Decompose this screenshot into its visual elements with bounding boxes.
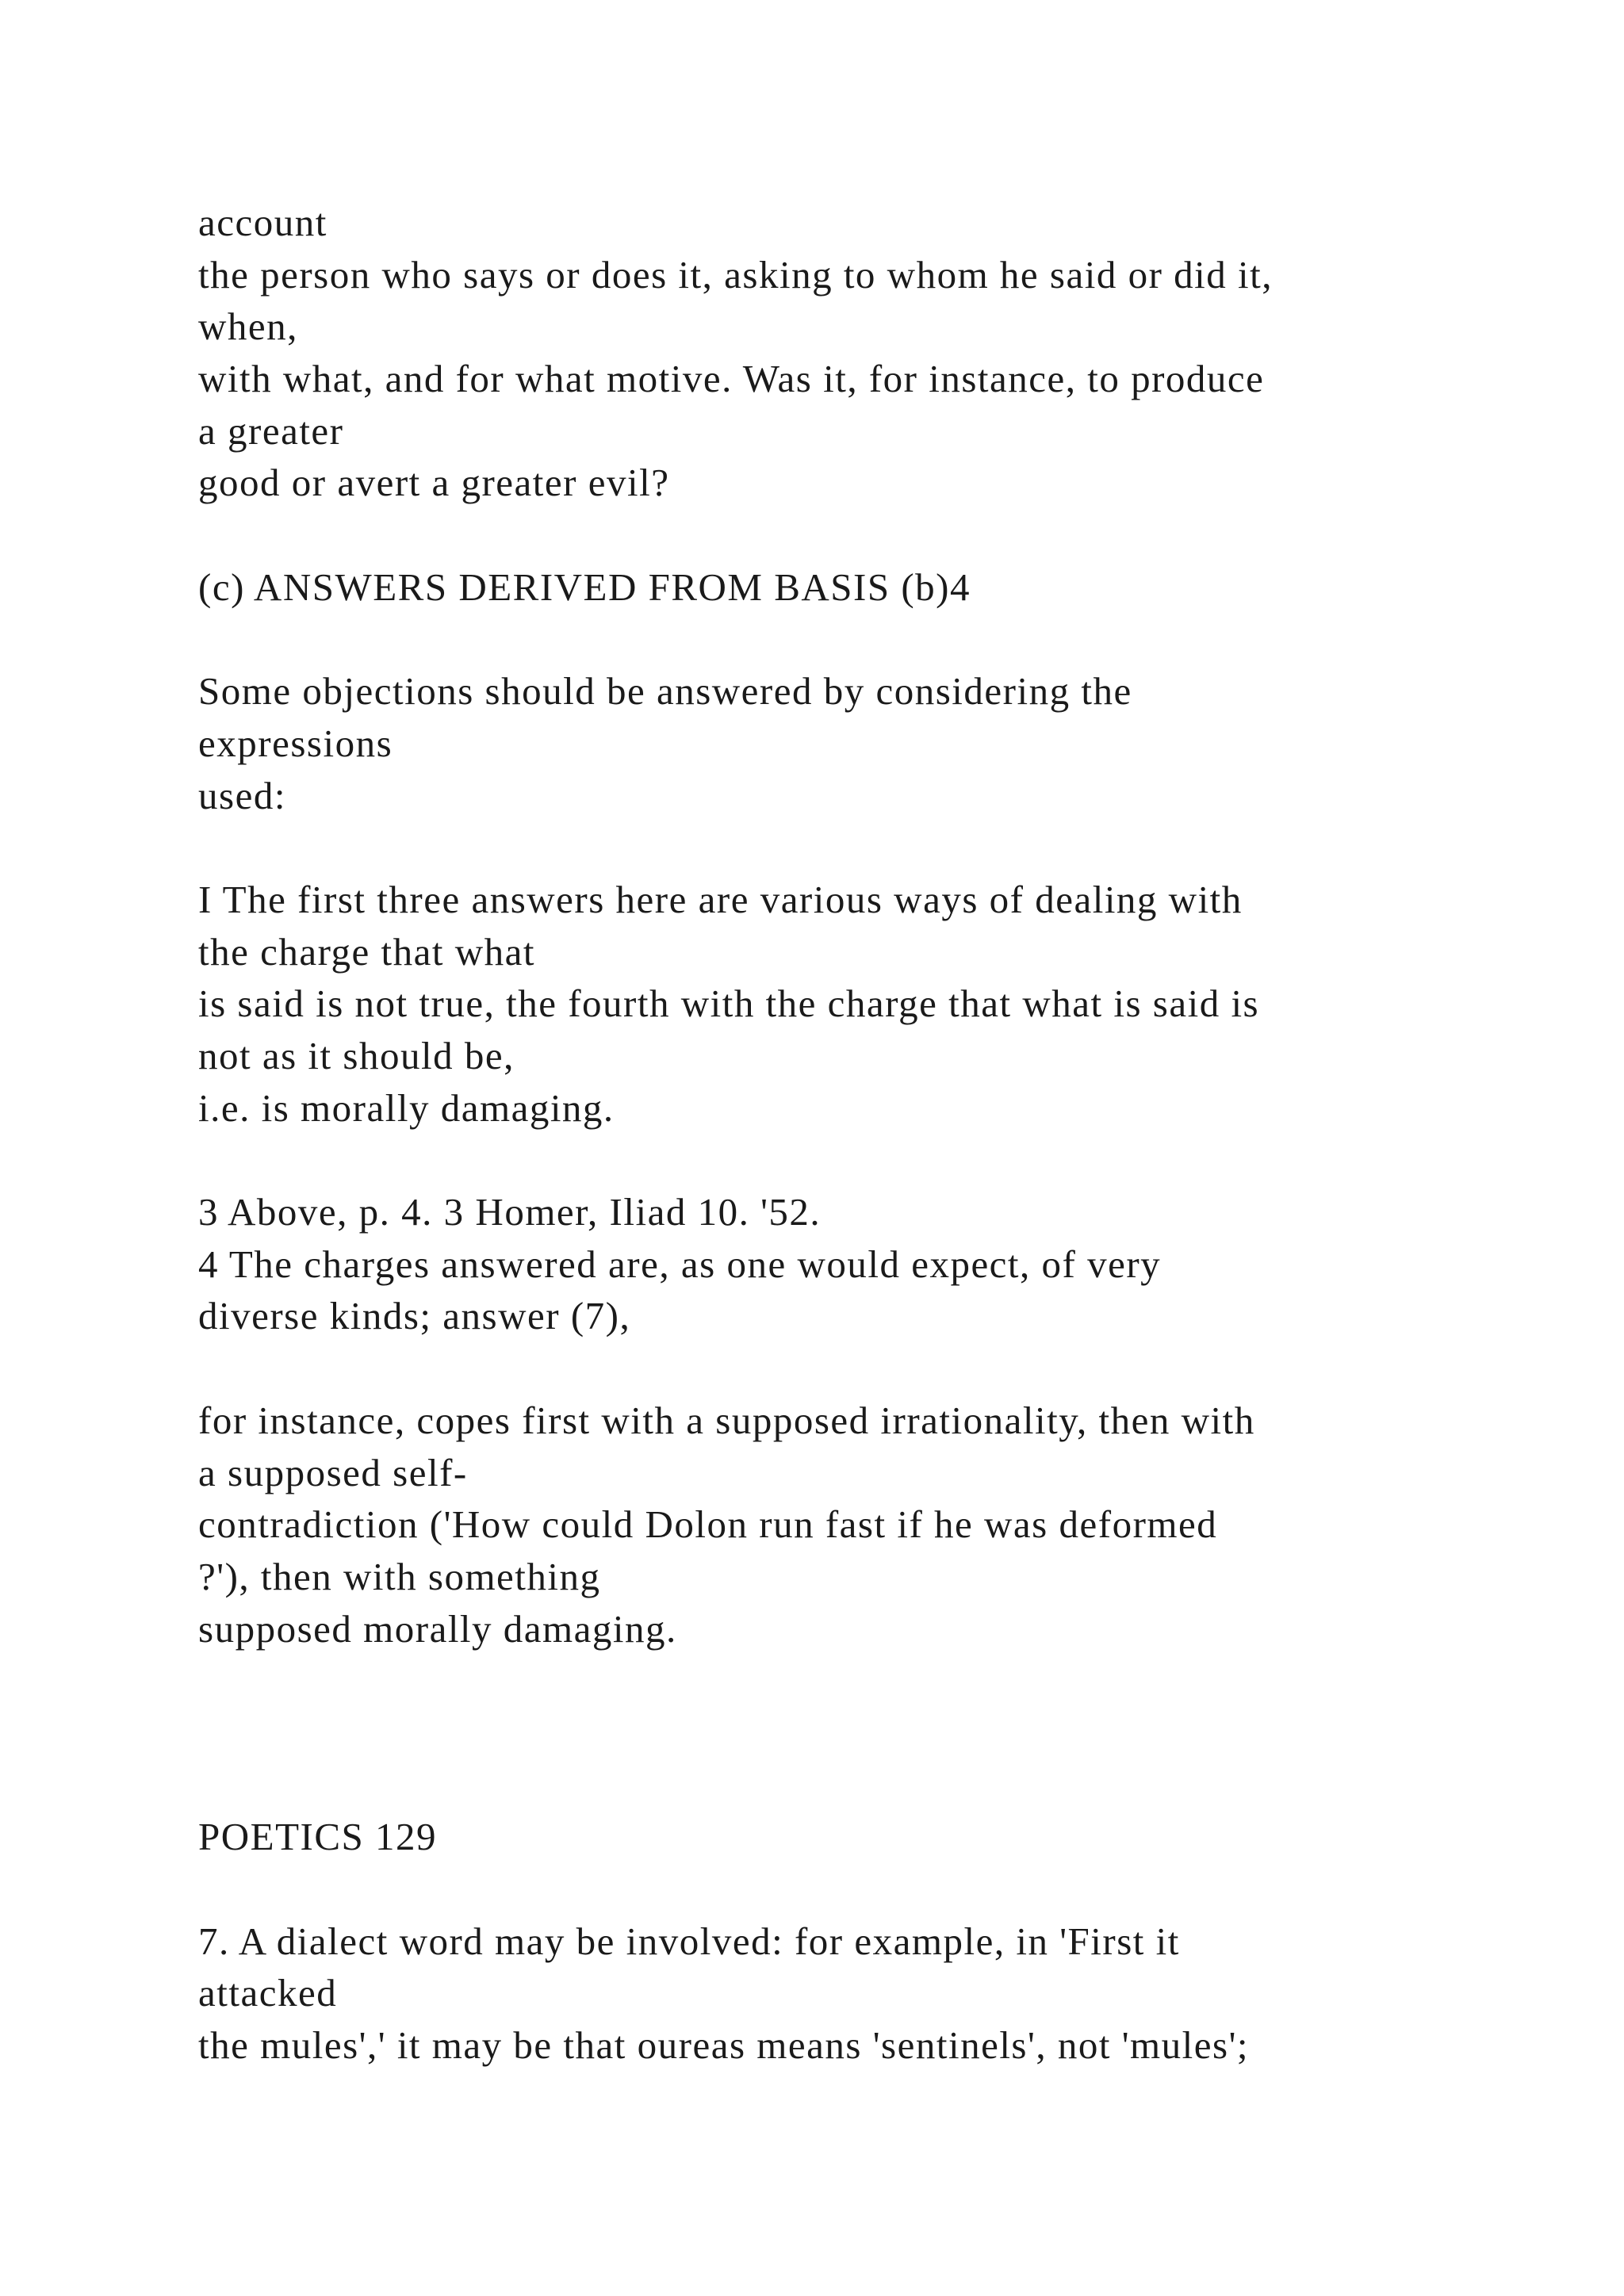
text-line: supposed morally damaging. — [198, 1606, 677, 1651]
paragraph-motive — [198, 197, 1546, 509]
text-line: account — [198, 201, 327, 244]
text-line: a supposed self- — [198, 1450, 468, 1494]
text-line: a greater — [198, 408, 344, 453]
text-line: Some objections should be answered by considering the — [198, 669, 1132, 714]
paragraph-gap — [198, 1863, 1546, 1915]
text-line: for instance, copes first with a supposed irrationality, then with — [198, 1398, 1255, 1442]
text-line: with what, and for what motive. Was it, for instance, to produce — [198, 357, 1265, 401]
text-line: expressions — [198, 721, 393, 765]
header-line: POETICS 129 — [198, 1815, 438, 1859]
text-line: good or avert a greater evil? — [198, 461, 670, 505]
text-line: the charge that what — [198, 929, 536, 974]
text-line: used: — [198, 773, 286, 817]
text-line: the mules',' it may be that oureas means 'sentinels', not 'mules'; — [198, 2023, 1250, 2067]
text-line: contradiction ('How could Dolon run fast if he was deformed — [198, 1502, 1218, 1547]
section-heading — [198, 561, 1546, 614]
text-line: 4 The charges answered are, as one would expect, of very — [198, 1242, 1162, 1286]
text-line: diverse kinds; answer (7), — [198, 1294, 631, 1338]
text-line: attacked — [198, 1971, 338, 2015]
footnotes-3-4 — [198, 1186, 1546, 1342]
document-page — [198, 197, 1546, 2072]
footnote-1 — [198, 874, 1546, 1134]
paragraph-gap — [198, 1342, 1546, 1395]
text-line: I The first three answers here are various ways of dealing with — [198, 877, 1243, 921]
heading-line: (c) ANSWERS DERIVED FROM BASIS (b)4 — [198, 564, 971, 609]
paragraph-gap — [198, 614, 1546, 666]
paragraph-expressions — [198, 665, 1546, 821]
text-line: is said is not true, the fourth with the charge that what is said is — [198, 982, 1260, 1026]
text-line: when, — [198, 304, 298, 349]
text-line: 7. A dialect word may be involved: for example, in 'First it — [198, 1919, 1180, 1963]
text-line: i.e. is morally damaging. — [198, 1085, 615, 1130]
text-line: the person who says or does it, asking to whom he said or did it, — [198, 252, 1274, 297]
text-line: ?'), then with something — [198, 1554, 601, 1598]
text-line: 3 Above, p. 4. 3 Homer, Iliad 10. '52. — [198, 1190, 822, 1234]
text-line: not as it should be, — [198, 1034, 515, 1077]
running-header — [198, 1811, 1546, 1863]
paragraph-gap — [198, 509, 1546, 561]
paragraph-gap — [198, 821, 1546, 874]
page-break-gap — [198, 1655, 1546, 1811]
paragraph-dolon — [198, 1395, 1546, 1655]
paragraph-dialect — [198, 1915, 1546, 2072]
paragraph-gap — [198, 1134, 1546, 1186]
